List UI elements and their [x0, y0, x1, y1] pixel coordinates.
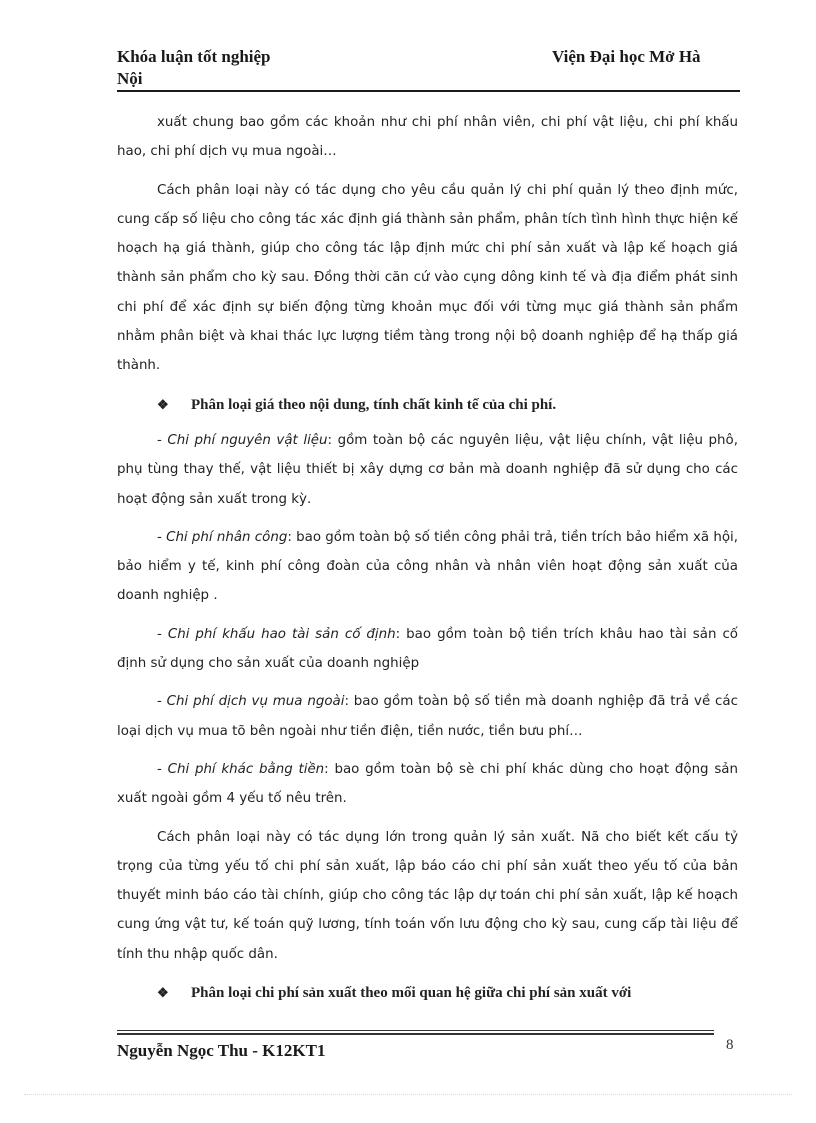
item-label: Chi phí dịch vụ mua ngoài	[166, 694, 345, 710]
item-outsourced-services	[117, 687, 738, 746]
footer-divider	[117, 1033, 714, 1035]
item-depreciation	[117, 620, 738, 679]
item-text: : bao gồm toàn bộ số tiền mà doanh nghiệp đã trả về các loại dịch vụ mua tõ bên ngoài như tiền điện, tiền nước, tiền bưu phí…	[117, 694, 738, 739]
item-label: Chi phí nguyên vật liệu	[167, 432, 328, 448]
item-dash: -	[157, 761, 168, 777]
item-other-cash-costs	[117, 755, 738, 814]
item-text: : bao gồm toàn bộ số tiền công phải trả, tiền trích bảo hiểm xã hội, bảo hiểm y tế, kinh phí công đoàn của công nhân và nhân viên hoạt động sản xuất của doanh nghiệp .	[117, 529, 738, 604]
bullet-heading-text: Phân loại chi phí sản xuất theo mối quan hệ giữa chi phí sản xuất với	[191, 985, 632, 1002]
bullet-heading-text: Phân loại giá theo nội dung, tính chất kinh tế của chi phí.	[191, 396, 557, 413]
item-label: Chi phí nhân công	[166, 529, 288, 545]
page-header	[117, 46, 740, 92]
item-dash: -	[157, 432, 168, 448]
header-institution: Viện Đại học Mở Hà	[552, 47, 701, 66]
page-boundary	[24, 1094, 792, 1095]
diamond-bullet-icon: ❖	[157, 985, 169, 1001]
page-body	[117, 108, 738, 1014]
footer-divider	[117, 1030, 714, 1031]
bullet-heading-cost-relationship	[117, 978, 738, 1008]
item-dash: -	[157, 626, 168, 642]
header-institution-continued: Nội	[117, 69, 143, 88]
paragraph-overhead-continued: xuất chung bao gồm các khoản như chi phí nhân viên, chi phí vật liệu, chi phí khấu hao, chi phí dịch vụ mua ngoài…	[117, 115, 738, 160]
paragraph-classification-effect: Cách phân loại này có tác dụng lớn trong quản lý sản xuất. Nã cho biết kết cấu tỷ trọng của từng yếu tố chi phí sản xuất, lập báo cáo chi phí sản xuất theo yếu tố của bản thuyết minh báo cáo tài chính, giúp cho công tác lập dự toán chi phí sản xuất, lập kế hoạch cung ứng vật tư, kế toán quỹ lương, tính toán vốn lưu động cho kỳ sau, cung cấp tài liệu để tính thu nhập quốc dân.	[117, 829, 738, 962]
item-text: : bao gồm toàn bộ tiền trích khâu hao tài sản cố định sử dụng cho sản xuất của doanh nghiệp	[117, 626, 738, 672]
item-label: Chi phí khấu hao tài sản cố định	[167, 626, 396, 642]
page-number: 8	[726, 1037, 734, 1053]
item-labor-cost	[117, 523, 738, 611]
item-text: : bao gồm toàn bộ sè chi phí khác dùng cho hoạt động sản xuất ngoài gồm 4 yếu tố nêu trên.	[117, 761, 738, 807]
footer-author: Nguyễn Ngọc Thu - K12KT1	[117, 1041, 326, 1060]
paragraph-classification-purpose: Cách phân loại này có tác dụng cho yêu cầu quản lý chi phí quản lý theo định mức, cung cấp số liệu cho công tác xác định giá thành sản phẩm, phân tích tình hình thực hiện kế hoạch hạ giá thành, giúp cho công tác lập định mức chi phí sản xuất và lập kế hoạch giá thành sản phẩm cho kỳ sau. Đồng thời căn cứ vào cụng dông kinh tế và địa điểm phát sinh chi phí để xác định sự biến động từng khoản mục đối với từng mục giá thành sản phẩm nhằm phân biệt và khai thác lực lượng tiềm tàng trong nội bộ doanh nghiệp để hạ thấp giá thành.	[117, 182, 738, 374]
item-dash: -	[157, 529, 167, 545]
diamond-bullet-icon: ❖	[157, 396, 169, 412]
bullet-heading-economic-nature	[117, 390, 738, 420]
header-thesis-title: Khóa luận tốt nghiệp	[117, 47, 271, 66]
header-divider	[117, 90, 740, 92]
item-label: Chi phí khác bằng tiền	[167, 761, 325, 777]
item-raw-materials	[117, 426, 738, 514]
item-text: : gồm toàn bộ các nguyên liệu, vật liệu chính, vật liệu phô, phụ tùng thay thế, vật liệu thiết bị xây dựng cơ bản mà doanh nghiệp đã sử dụng cho các hoạt động sản xuất trong kỳ.	[117, 432, 738, 507]
item-dash: -	[157, 694, 167, 710]
